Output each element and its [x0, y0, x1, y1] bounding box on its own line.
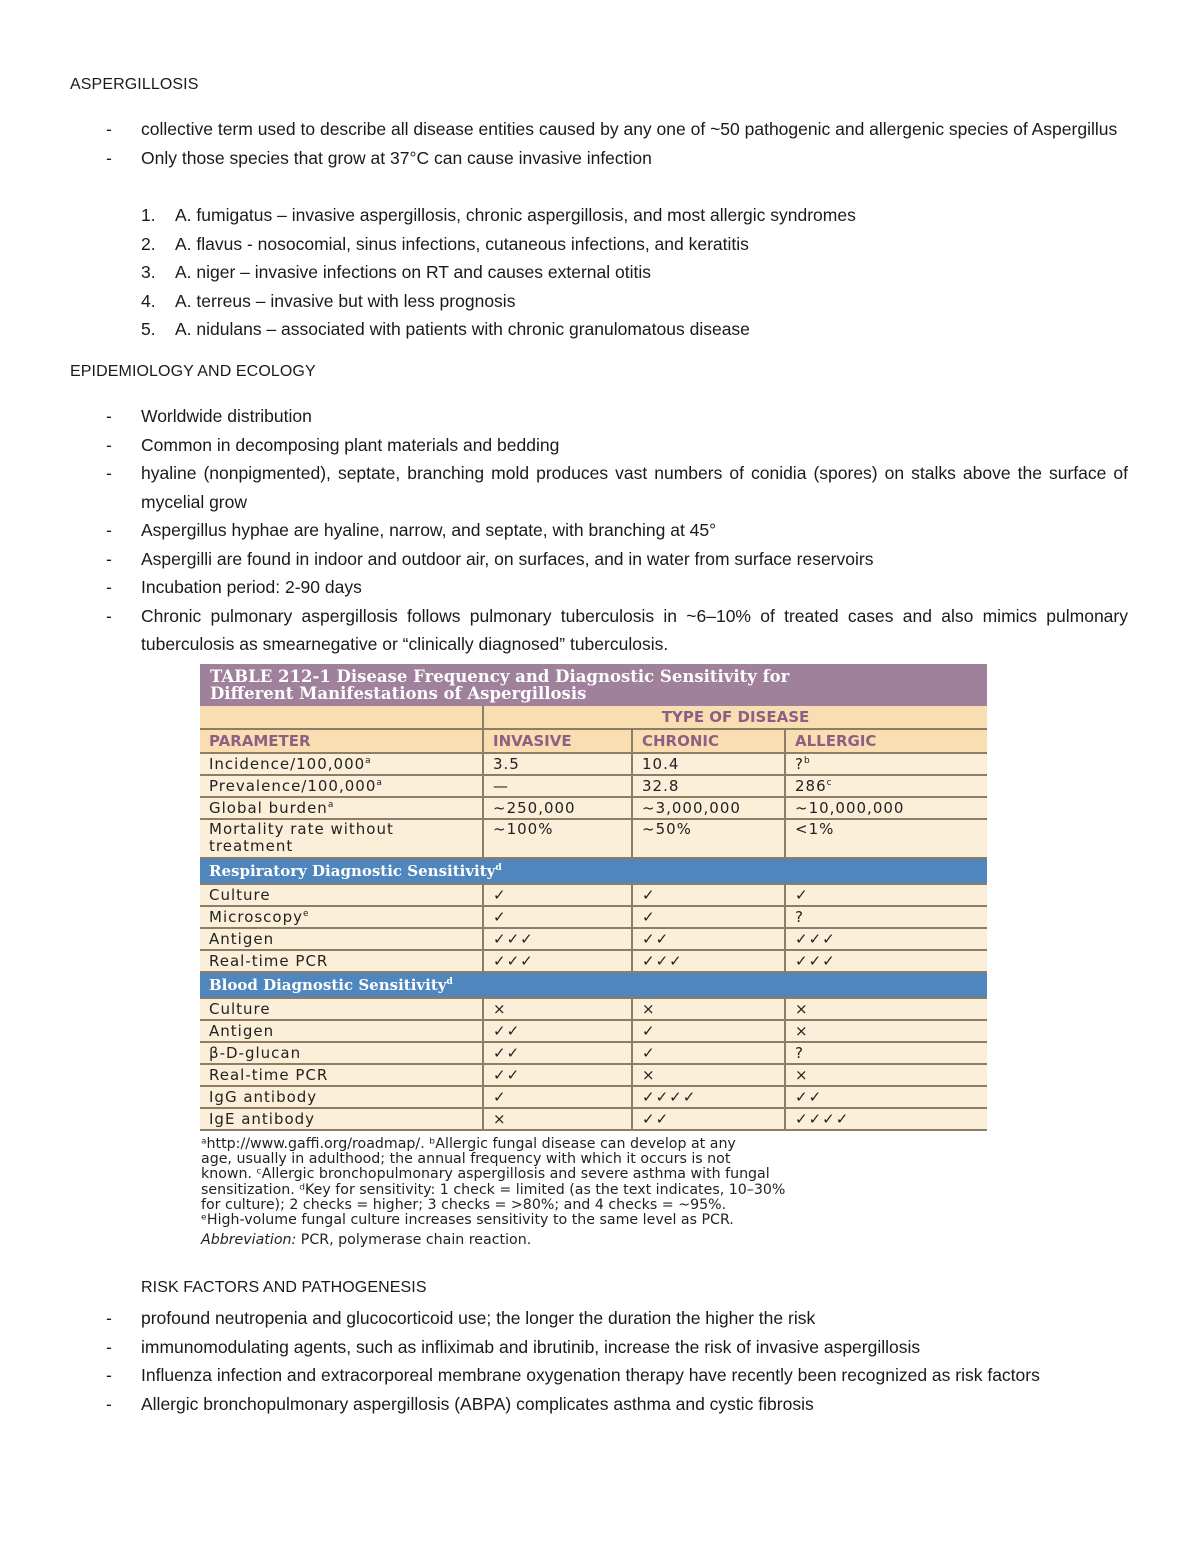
table-row — [200, 928, 987, 950]
invasive-cell — [483, 1020, 632, 1042]
invasive-cell-text: 3.5 — [493, 755, 520, 773]
section-header — [200, 972, 987, 998]
allergic-cell — [785, 1042, 987, 1064]
invasive-cell — [483, 753, 632, 775]
table-row — [200, 1042, 987, 1064]
heading-risk-factors: RISK FACTORS AND PATHOGENESIS — [141, 1279, 427, 1296]
invasive-cell — [483, 1108, 632, 1130]
table-row — [200, 998, 987, 1020]
chronic-cell — [632, 1064, 785, 1086]
disease-table — [200, 706, 987, 1131]
chronic-cell-text: ✓ — [642, 1044, 656, 1062]
parameter-cell-text: Culture — [209, 886, 271, 904]
table-row — [200, 819, 987, 858]
allergic-cell-text: 286 — [795, 777, 827, 795]
chronic-cell — [632, 998, 785, 1020]
chronic-cell-text: ✓ — [642, 1022, 656, 1040]
table-row — [200, 775, 987, 797]
parameter-cell-text: Antigen — [209, 1022, 275, 1040]
invasive-cell-text: ✓✓✓ — [493, 952, 534, 970]
list-item: - immunomodulating agents, such as infliximab and ibrutinib, increase the risk of invasive aspergillosis — [70, 1333, 1128, 1362]
section-title: Blood Diagnostic Sensitivity — [209, 976, 447, 994]
table-row — [200, 1064, 987, 1086]
invasive-cell-text: ✓ — [493, 886, 507, 904]
list-text: A. fumigatus – invasive aspergillosis, chronic aspergillosis, and most allergic syndromes — [175, 205, 856, 225]
allergic-cell-text: ? — [795, 1044, 804, 1062]
list-item: - hyaline (nonpigmented), septate, branching mold produces vast numbers of conidia (spores) on stalks above the surface of mycelial grow — [70, 459, 1128, 516]
chronic-cell-text: ✓✓✓✓ — [642, 1088, 697, 1106]
allergic-cell — [785, 950, 987, 972]
list-item: - Common in decomposing plant materials and bedding — [70, 431, 1128, 460]
risk-bullets — [70, 1304, 1128, 1418]
table-row — [200, 797, 987, 819]
parameter-cell — [200, 753, 483, 775]
species-list — [70, 201, 856, 344]
list-item: - collective term used to describe all disease entities caused by any one of ~50 pathogenic and allergenic species of Aspergillus — [70, 115, 1128, 144]
footnote-marker: d — [446, 977, 453, 987]
table-header-row — [200, 706, 987, 729]
parameter-cell — [200, 819, 483, 858]
footnote-line: ᵉHigh-volume fungal culture increases sensitivity to the same level as PCR. — [201, 1212, 734, 1229]
allergic-cell — [785, 1108, 987, 1130]
list-item: - profound neutropenia and glucocorticoid use; the longer the duration the higher the risk — [70, 1304, 1128, 1333]
allergic-cell-text: ✓✓ — [795, 1088, 823, 1106]
parameter-cell — [200, 1086, 483, 1108]
allergic-cell — [785, 797, 987, 819]
abbreviation-text: PCR, polymerase chain reaction. — [296, 1232, 532, 1249]
footnote-line: age, usually in adulthood; the annual frequency with which it occurs is not — [201, 1151, 731, 1168]
allergic-cell — [785, 1020, 987, 1042]
allergic-cell-text: × — [795, 1066, 809, 1084]
table-row — [200, 1108, 987, 1130]
list-item — [70, 315, 856, 344]
parameter-cell-text: Global burden — [209, 799, 328, 817]
chronic-cell — [632, 884, 785, 906]
chronic-cell-text: ~50% — [642, 820, 692, 838]
chronic-cell-text: ✓ — [642, 908, 656, 926]
parameter-cell-text: Antigen — [209, 930, 275, 948]
list-item: - Chronic pulmonary aspergillosis follows pulmonary tuberculosis in ~6–10% of treated cases and also mimics pulmonary tuberculosis as smearnegative or “clinically diagnosed” tuberculosis. — [70, 602, 1128, 659]
table-figure — [200, 664, 987, 1248]
invasive-cell — [483, 950, 632, 972]
list-number: 1. — [141, 205, 156, 225]
col-header-chronic: CHRONIC — [632, 729, 785, 753]
invasive-cell-text: ~100% — [493, 820, 554, 838]
table-section-row — [200, 858, 987, 884]
invasive-cell — [483, 998, 632, 1020]
parameter-cell — [200, 906, 483, 928]
aspergillosis-bullets — [70, 115, 1128, 172]
list-item: - Allergic bronchopulmonary aspergillosis (ABPA) complicates asthma and cystic fibrosis — [70, 1390, 1128, 1419]
list-item: - Aspergilli are found in indoor and outdoor air, on surfaces, and in water from surface reservoirs — [70, 545, 1128, 574]
col-header-invasive: INVASIVE — [483, 729, 632, 753]
parameter-cell — [200, 928, 483, 950]
allergic-cell — [785, 928, 987, 950]
list-text: A. flavus - nosocomial, sinus infections, cutaneous infections, and keratitis — [175, 233, 749, 254]
parameter-cell-text: IgE antibody — [209, 1110, 316, 1128]
invasive-cell — [483, 797, 632, 819]
invasive-cell-text: ✓✓ — [493, 1066, 521, 1084]
footnote-marker: a — [365, 756, 371, 766]
list-number: 4. — [141, 290, 156, 311]
chronic-cell-text: ✓✓✓ — [642, 952, 683, 970]
chronic-cell — [632, 797, 785, 819]
section-header — [200, 858, 987, 884]
chronic-cell-text: 32.8 — [642, 777, 680, 795]
allergic-cell-text: × — [795, 1022, 809, 1040]
invasive-cell-text: ✓✓ — [493, 1044, 521, 1062]
table-header-row — [200, 729, 987, 753]
footnote-line: ᵃhttp://www.gaffi.org/roadmap/. ᵇAllergic fungal disease can develop at any — [201, 1136, 736, 1152]
footnote-line: for culture); 2 checks = higher; 3 checks = >80%; and 4 checks = ~95%. — [201, 1196, 727, 1213]
footnote-marker: d — [495, 863, 502, 873]
abbreviation-label: Abbreviation: — [201, 1232, 297, 1249]
list-item: - Only those species that grow at 37°C can cause invasive infection — [70, 144, 1128, 173]
list-item: - Influenza infection and extracorporeal membrane oxygenation therapy have recently been recognized as risk factors — [70, 1361, 1128, 1390]
allergic-cell — [785, 819, 987, 858]
invasive-cell — [483, 928, 632, 950]
chronic-cell-text: ✓✓ — [642, 930, 670, 948]
invasive-cell — [483, 884, 632, 906]
parameter-cell — [200, 775, 483, 797]
invasive-cell — [483, 1064, 632, 1086]
invasive-cell — [483, 1042, 632, 1064]
parameter-cell-text: Real-time PCR — [209, 1066, 329, 1084]
chronic-cell — [632, 1086, 785, 1108]
chronic-cell — [632, 1020, 785, 1042]
parameter-cell — [200, 1020, 483, 1042]
col-header-parameter: PARAMETER — [200, 729, 483, 753]
list-item — [70, 230, 856, 259]
chronic-cell — [632, 753, 785, 775]
type-of-disease-header: TYPE OF DISEASE — [483, 706, 987, 729]
parameter-cell — [200, 1108, 483, 1130]
parameter-cell — [200, 1042, 483, 1064]
parameter-cell-text: Microscopy — [209, 908, 304, 926]
invasive-cell-text: ✓✓✓ — [493, 930, 534, 948]
heading-aspergillosis: ASPERGILLOSIS — [70, 76, 199, 93]
allergic-cell-text: ✓ — [795, 886, 809, 904]
footnote-marker: c — [826, 778, 832, 788]
parameter-cell-text: Mortality rate without treatment — [209, 820, 394, 855]
parameter-cell-text: Incidence/100,000 — [209, 755, 366, 773]
list-text: A. terreus – invasive but with less prognosis — [175, 290, 516, 311]
invasive-cell-text: × — [493, 1110, 507, 1128]
chronic-cell — [632, 775, 785, 797]
allergic-cell-text: ✓✓✓✓ — [795, 1110, 850, 1128]
invasive-cell-text: × — [493, 1000, 507, 1018]
invasive-cell-text: — — [493, 777, 509, 795]
section-title: Respiratory Diagnostic Sensitivity — [209, 862, 496, 880]
table-row — [200, 753, 987, 775]
invasive-cell-text: ✓✓ — [493, 1022, 521, 1040]
table-title-line: Different Manifestations of Aspergillosis — [210, 684, 587, 703]
allergic-cell-text: ? — [795, 755, 804, 773]
allergic-cell — [785, 998, 987, 1020]
list-number: 3. — [141, 262, 156, 282]
table-section-row — [200, 972, 987, 998]
allergic-cell — [785, 753, 987, 775]
table-title-line: TABLE 212-1 Disease Frequency and Diagnostic Sensitivity for — [210, 667, 790, 686]
list-item: - Incubation period: 2-90 days — [70, 573, 1128, 602]
chronic-cell-text: × — [642, 1066, 656, 1084]
table-row — [200, 950, 987, 972]
abbreviation-note — [201, 1233, 987, 1248]
footnote-line: known. ᶜAllergic bronchopulmonary aspergillosis and severe asthma with fungal — [201, 1166, 770, 1183]
chronic-cell — [632, 906, 785, 928]
chronic-cell-text: 10.4 — [642, 755, 680, 773]
chronic-cell — [632, 928, 785, 950]
allergic-cell — [785, 775, 987, 797]
heading-epidemiology: EPIDEMIOLOGY AND ECOLOGY — [70, 363, 316, 380]
parameter-cell-text: IgG antibody — [209, 1088, 318, 1106]
parameter-cell-text: β-D-glucan — [209, 1044, 302, 1062]
list-item — [70, 258, 856, 287]
list-item: - Aspergillus hyphae are hyaline, narrow, and septate, with branching at 45° — [70, 516, 1128, 545]
chronic-cell — [632, 1108, 785, 1130]
chronic-cell-text: ✓ — [642, 886, 656, 904]
parameter-cell — [200, 884, 483, 906]
invasive-cell-text: ✓ — [493, 908, 507, 926]
chronic-cell — [632, 1042, 785, 1064]
list-text: A. niger – invasive infections on RT and causes external otitis — [175, 262, 652, 282]
chronic-cell-text: ~3,000,000 — [642, 799, 741, 817]
allergic-cell-text: ~10,000,000 — [795, 799, 905, 817]
footnote-marker: e — [303, 909, 309, 919]
parameter-cell — [200, 998, 483, 1020]
parameter-cell-text: Culture — [209, 1000, 271, 1018]
allergic-cell — [785, 906, 987, 928]
invasive-cell — [483, 819, 632, 858]
list-number: 5. — [141, 319, 156, 339]
parameter-cell — [200, 797, 483, 819]
invasive-cell — [483, 775, 632, 797]
chronic-cell-text: × — [642, 1000, 656, 1018]
allergic-cell — [785, 1086, 987, 1108]
footnote-marker: b — [803, 756, 810, 766]
chronic-cell-text: ✓✓ — [642, 1110, 670, 1128]
table-title — [200, 664, 987, 706]
parameter-cell-text: Real-time PCR — [209, 952, 329, 970]
parameter-cell — [200, 1064, 483, 1086]
invasive-cell — [483, 1086, 632, 1108]
chronic-cell — [632, 819, 785, 858]
allergic-cell-text: × — [795, 1000, 809, 1018]
epidemiology-bullets — [70, 402, 1128, 659]
list-text: A. nidulans – associated with patients with chronic granulomatous disease — [175, 319, 750, 339]
footnote-marker: a — [376, 778, 382, 788]
col-header-allergic: ALLERGIC — [785, 729, 987, 753]
list-item — [70, 201, 856, 230]
allergic-cell-text: <1% — [795, 820, 835, 838]
allergic-cell-text: ? — [795, 908, 804, 926]
parameter-cell-text: Prevalence/100,000 — [209, 777, 377, 795]
allergic-cell — [785, 884, 987, 906]
parameter-cell — [200, 950, 483, 972]
invasive-cell-text: ✓ — [493, 1088, 507, 1106]
table-row — [200, 1020, 987, 1042]
list-item: - Worldwide distribution — [70, 402, 1128, 431]
header-blank — [200, 706, 483, 729]
allergic-cell-text: ✓✓✓ — [795, 952, 836, 970]
table-row — [200, 906, 987, 928]
table-row — [200, 1086, 987, 1108]
allergic-cell-text: ✓✓✓ — [795, 930, 836, 948]
table-row — [200, 884, 987, 906]
list-item — [70, 287, 856, 316]
footnote-line: sensitization. ᵈKey for sensitivity: 1 check = limited (as the text indicates, 10–30% — [201, 1181, 786, 1198]
list-number: 2. — [141, 233, 156, 254]
table-footnotes — [200, 1137, 987, 1248]
allergic-cell — [785, 1064, 987, 1086]
chronic-cell — [632, 950, 785, 972]
invasive-cell — [483, 906, 632, 928]
footnote-marker: a — [327, 800, 334, 810]
invasive-cell-text: ~250,000 — [493, 799, 576, 817]
